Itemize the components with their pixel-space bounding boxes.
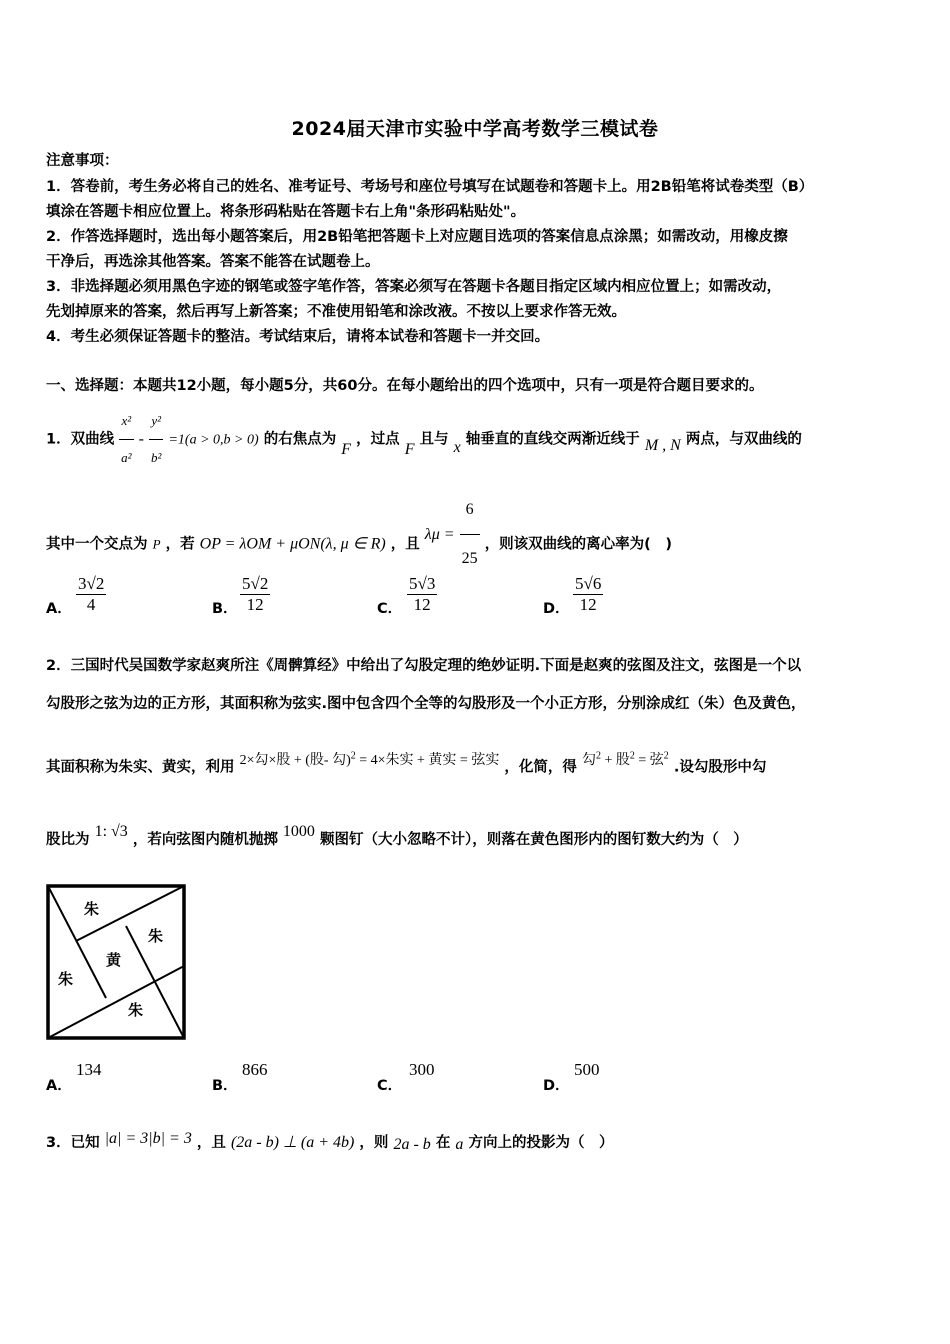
- string-diagram: [46, 884, 186, 1040]
- q3-vector: 2a - b: [393, 1136, 431, 1153]
- q1-option-b-value[interactable]: [240, 574, 270, 615]
- q1-frac-y: [149, 403, 163, 476]
- q1-text-6: 其中一个交点为: [46, 536, 148, 553]
- q2-option-d-label[interactable]: D．: [543, 1078, 570, 1094]
- q1-text-9: ，则该双曲线的离心率为( ): [484, 536, 672, 553]
- q1-text-1: 的右焦点为: [263, 431, 337, 448]
- q3-line-1: [46, 1130, 613, 1156]
- q2-option-c-value[interactable]: 300: [409, 1060, 435, 1079]
- q2-formula-2a-sup: 2: [595, 750, 601, 761]
- q3-text-5: 方向上的投影为（ ）: [468, 1135, 614, 1151]
- q1-text-7: ，若: [165, 536, 195, 553]
- q1-option-b-label[interactable]: B．: [212, 601, 238, 617]
- q1-lambda-mu: λμ =: [424, 525, 455, 543]
- q2-formula-2: [581, 750, 669, 768]
- q2-option-d-value[interactable]: 500: [574, 1060, 600, 1079]
- q1-frac-y-den: b²: [151, 450, 162, 465]
- q1-focus-F: F: [341, 440, 352, 458]
- q1-point-P: P: [152, 536, 161, 552]
- notice-heading: 注意事项：: [46, 153, 119, 169]
- q2-formula-1-sup: 2: [350, 750, 356, 761]
- q1-option-b-den: 12: [246, 595, 264, 614]
- q2-line-4: [46, 820, 748, 860]
- q2-text-2: ，化简，得: [504, 759, 577, 776]
- q2-formula-2b: + 股: [600, 752, 630, 768]
- q1-option-b-num: 5√2: [242, 574, 269, 593]
- diagram-label-zhu-top: 朱: [84, 900, 100, 918]
- q1-points-MN: M , N: [644, 436, 681, 454]
- q2-option-a-value[interactable]: 134: [76, 1060, 102, 1079]
- q3-text-3: ，则: [359, 1135, 389, 1151]
- q1-focus-F-2: F: [404, 440, 415, 458]
- q2-formula-2a: 勾: [581, 752, 596, 768]
- notice-line-3: 2．作答选择题时，选出每小题答案后，用2B铅笔把答题卡上对应题目选项的答案信息点涂黑；如需改动，用橡皮擦: [46, 229, 788, 245]
- notice-line-5: 3．非选择题必须用黑色字迹的钢笔或签字笔作答，答案必须写在答题卡各题目指定区域内相应位置上；如需改动，: [46, 279, 782, 295]
- q2-text-4: 股比为: [46, 832, 90, 848]
- q1-option-c-num: 5√3: [409, 574, 436, 593]
- q1-frac-6-25-den: 25: [461, 550, 478, 567]
- q1-frac-6-25-num: 6: [460, 486, 480, 535]
- q1-option-c-value[interactable]: [407, 574, 437, 615]
- q3-text-4: 在: [435, 1135, 451, 1151]
- q2-formula-2c: = 弦: [634, 752, 664, 768]
- q1-option-d-label[interactable]: D．: [543, 601, 570, 617]
- q3-text-2: ，且: [196, 1135, 226, 1151]
- q1-option-d-value[interactable]: [573, 574, 603, 615]
- q1-frac-x-num: x²: [119, 403, 133, 440]
- q2-count: 1000: [282, 823, 315, 840]
- q3-text-1: 3．已知: [46, 1135, 100, 1151]
- q2-formula-2b-sup: 2: [629, 750, 635, 761]
- diagram-label-zhu-bottom: 朱: [128, 1001, 144, 1019]
- q2-option-b-label[interactable]: B．: [212, 1078, 238, 1094]
- q1-option-a-den: 4: [86, 595, 96, 614]
- q1-frac-6-25: [460, 486, 480, 583]
- notice-line-1: 1．答卷前，考生务必将自己的姓名、准考证号、考场号和座位号填写在试题卷和答题卡上。用2B铅笔将试卷类型（B）: [46, 179, 814, 195]
- q2-option-b-value[interactable]: 866: [242, 1060, 268, 1079]
- q2-line-3: [46, 744, 766, 789]
- q2-formula-1a: 2×勾×股 + (股- 勾): [239, 752, 351, 768]
- q1-frac-x-den: a²: [121, 450, 132, 465]
- q2-option-c-label[interactable]: C．: [377, 1078, 403, 1094]
- notice-line-2: 填涂在答题卡相应位置上。将条形码粘贴在答题卡右上角"条形码粘贴处"。: [46, 204, 526, 220]
- q2-formula-2c-sup: 2: [663, 750, 669, 761]
- q1-number: 1．双曲线: [46, 431, 115, 448]
- q1-option-a-num: 3√2: [78, 574, 105, 593]
- q1-condition: =1(a > 0,b > 0): [168, 432, 259, 448]
- q1-text-8: ，且: [390, 536, 420, 553]
- notice-line-6: 先划掉原来的答案，然后再写上新答案；不准使用铅笔和涂改液。不按以上要求作答无效。: [46, 304, 626, 320]
- q1-option-a-label[interactable]: A．: [46, 601, 72, 617]
- q2-text-5: ，若向弦图内随机抛掷: [132, 832, 278, 848]
- q1-text-5: 两点，与双曲线的: [685, 431, 802, 448]
- q3-condition: |a| = 3|b| = 3: [104, 1130, 192, 1147]
- q1-option-a-value[interactable]: [76, 574, 106, 615]
- q1-option-d-num: 5√6: [575, 574, 602, 593]
- q3-vector-a: a: [455, 1136, 464, 1153]
- q2-ratio: 1: √3: [94, 823, 128, 840]
- notice-line-4: 干净后，再选涂其他答案。答案不能答在试题卷上。: [46, 254, 380, 270]
- q1-text-2: ，过点: [356, 431, 400, 448]
- q1-minus: -: [138, 430, 144, 448]
- q3-perpendicular: (2a - b) ⊥ (a + 4b): [230, 1134, 355, 1151]
- diagram-label-zhu-left: 朱: [58, 970, 74, 988]
- q2-text-6: 颗图钉（大小忽略不计），则落在黄色图形内的图钉数大约为（ ）: [319, 832, 748, 848]
- q1-text-4: 轴垂直的直线交两渐近线于: [465, 431, 640, 448]
- q1-text-3: 且与: [419, 431, 449, 448]
- diagram-label-huang: 黄: [106, 951, 122, 969]
- q1-option-d-den: 12: [579, 595, 597, 614]
- q1-option-c-label[interactable]: C．: [377, 601, 403, 617]
- page-title: 2024届天津市实验中学高考数学三模试卷: [291, 118, 659, 140]
- q2-formula-1: [239, 750, 500, 768]
- q1-line-1: [46, 403, 802, 476]
- q1-vector-expr: OP = λOM + μON(λ, μ ∈ R): [199, 535, 386, 553]
- q1-frac-x: [119, 403, 133, 476]
- q2-text-3: .设勾股形中勾: [673, 759, 767, 776]
- section-heading: 一、选择题：本题共12小题，每小题5分，共60分。在每小题给出的四个选项中，只有一项是符合题目要求的。: [46, 378, 764, 394]
- q2-formula-1b: = 4×朱实 + 黄实 = 弦实: [355, 752, 500, 768]
- q2-option-a-label[interactable]: A．: [46, 1078, 72, 1094]
- q2-text-1: 其面积称为朱实、黄实，利用: [46, 759, 235, 776]
- q1-frac-y-num: y²: [149, 403, 163, 440]
- q2-line-1: 2．三国时代吴国数学家赵爽所注《周髀算经》中给出了勾股定理的绝妙证明.下面是赵爽的弦图及注文，弦图是一个以: [46, 658, 802, 674]
- notice-line-7: 4．考生必须保证答题卡的整洁。考试结束后，请将本试卷和答题卡一并交回。: [46, 329, 550, 345]
- q2-line-2: 勾股形之弦为边的正方形，其面积称为弦实.图中包含四个全等的勾股形及一个小正方形，分别涂成红（朱）色及黄色，: [46, 696, 806, 712]
- q1-axis-x: x: [453, 438, 461, 456]
- diagram-label-zhu-right: 朱: [148, 927, 164, 945]
- q1-option-c-den: 12: [413, 595, 431, 614]
